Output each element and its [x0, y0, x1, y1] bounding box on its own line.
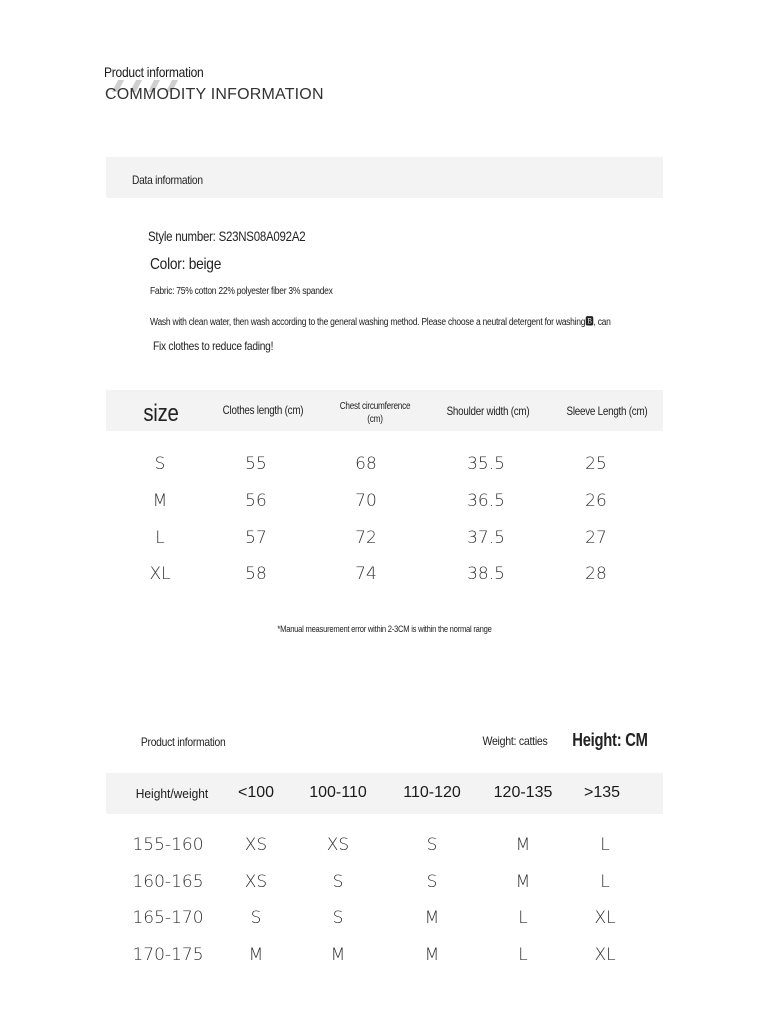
fit-cell-size: L: [518, 945, 528, 965]
fit-cell-size: M: [515, 872, 531, 892]
page-subtitle: COMMODITY INFORMATION: [105, 86, 324, 103]
style-number: Style number: S23NS08A092A2: [148, 228, 306, 244]
weight-unit-label: Weight: catties: [482, 734, 548, 748]
size-cell-sleeve: 28: [585, 564, 607, 584]
size-cell-clothes-length: 56: [245, 491, 267, 511]
shoulder-header: Shoulder width (cm): [446, 404, 530, 418]
size-cell-size: S: [154, 454, 166, 474]
fit-cell-size: L: [600, 872, 610, 892]
chest-header-line2: (cm): [367, 414, 383, 425]
chest-header: [334, 400, 416, 426]
fit-cell-size: S: [250, 908, 262, 928]
data-info-header: Data information: [132, 173, 203, 187]
chest-header-line1: Chest circumference: [339, 401, 411, 412]
fit-cell-size: S: [426, 872, 438, 892]
fit-cell-size: M: [330, 945, 346, 965]
weight-column-header: 100-110: [309, 784, 367, 801]
washing-info: Wash with clean water, then wash according to the general washing method. Please choose a neutral detergent for washing🅱, can: [150, 317, 611, 328]
weight-column-header: >135: [583, 784, 621, 801]
fit-cell-size: L: [518, 908, 528, 928]
fit-cell-height: 165-170: [132, 908, 204, 928]
size-cell-size: XL: [149, 564, 171, 584]
fit-cell-size: S: [426, 835, 438, 855]
fit-cell-height: 155-160: [132, 835, 204, 855]
measurement-note: *Manual measurement error within 2-3CM is within the normal range: [277, 624, 492, 635]
fabric-info: Fabric: 75% cotton 22% polyester fiber 3% spandex: [150, 286, 333, 297]
size-cell-shoulder: 35.5: [467, 454, 505, 474]
weight-column-header: 110-120: [403, 784, 461, 801]
fit-cell-size: S: [332, 908, 344, 928]
fit-cell-size: XS: [244, 872, 268, 892]
size-cell-sleeve: 27: [585, 528, 607, 548]
height-unit-label: Height: CM: [572, 730, 648, 750]
fit-cell-size: XS: [244, 835, 268, 855]
fit-cell-size: M: [424, 945, 440, 965]
care-note: Fix clothes to reduce fading!: [153, 339, 274, 353]
clothes-length-header: Clothes length (cm): [222, 403, 304, 417]
size-cell-shoulder: 36.5: [467, 491, 505, 511]
size-cell-clothes-length: 58: [245, 564, 267, 584]
size-cell-clothes-length: 55: [245, 454, 267, 474]
fit-cell-size: S: [332, 872, 344, 892]
sleeve-header: Sleeve Length (cm): [566, 404, 648, 418]
size-cell-chest: 68: [355, 454, 377, 474]
size-cell-chest: 70: [355, 491, 377, 511]
color-info: Color: beige: [150, 256, 222, 273]
height-weight-header: Height/weight: [135, 786, 209, 801]
fit-cell-height: 160-165: [132, 872, 204, 892]
fit-cell-size: XL: [594, 908, 616, 928]
fit-cell-size: XS: [326, 835, 350, 855]
fit-cell-size: L: [600, 835, 610, 855]
fit-cell-size: XL: [594, 945, 616, 965]
size-cell-shoulder: 37.5: [467, 528, 505, 548]
size-cell-size: L: [155, 528, 165, 548]
size-cell-shoulder: 38.5: [467, 564, 505, 584]
page-title: Product information: [104, 64, 204, 80]
size-column-header: size: [143, 400, 179, 427]
size-cell-sleeve: 26: [585, 491, 607, 511]
size-cell-chest: 74: [355, 564, 377, 584]
size-cell-sleeve: 25: [585, 454, 607, 474]
fit-cell-size: M: [248, 945, 264, 965]
weight-column-header: 120-135: [493, 784, 553, 801]
size-cell-size: M: [152, 491, 168, 511]
fit-cell-height: 170-175: [132, 945, 204, 965]
fit-section-title: Product information: [140, 735, 226, 749]
fit-cell-size: M: [424, 908, 440, 928]
size-cell-clothes-length: 57: [245, 528, 267, 548]
fit-cell-size: M: [515, 835, 531, 855]
size-cell-chest: 72: [355, 528, 377, 548]
weight-column-header: <100: [237, 784, 275, 801]
